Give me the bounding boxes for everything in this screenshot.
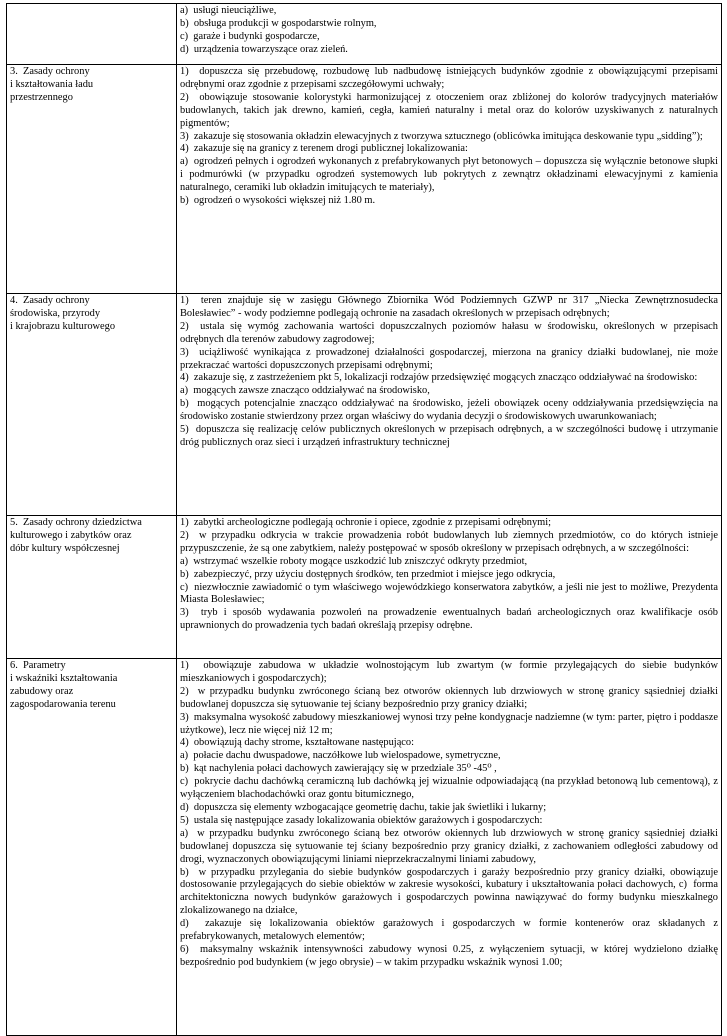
- list-item: a) wstrzymać wszelkie roboty mogące uszkodzić lub zniszczyć odkryty przedmiot,: [180, 555, 528, 567]
- regulation-table: [6, 3, 722, 1036]
- list-item: 3) uciążliwość wynikająca z prowadzonej działalności gospodarczej, mierzona na granicy działki budowlanej, nie może przekraczać wartości dopuszczonych przepisami odrębnymi;: [180, 346, 718, 371]
- list-item: 2) w przypadku budynku zwróconego ścianą bez otworów okiennych lub drzwiowych w stronę granicy sąsiedniej działki budowlanej dopuszcza się sytuowanie tej ściany bezpośrednio przy granicy działki;: [180, 685, 718, 710]
- list-item: 4) zakazuje się, z zastrzeżeniem pkt 5, lokalizacji rodzajów przedsięwzięć mogących znacząco oddziaływać na środowisko:: [180, 372, 698, 384]
- list-item: 1) teren znajduje się w zasięgu Głównego Zbiornika Wód Podziemnych GZWP nr 317 „Niecka Zewnętrznosudecka Bolesławiec” - wody podziemne podlegają ochronie na zasadach określonych w przepisach odrębnych;: [180, 295, 718, 319]
- list-item: b) obsługa produkcji w gospodarstwie rolnym,: [180, 17, 377, 29]
- list-item: b) ogrodzeń o wysokości większej niż 1.80 m.: [180, 195, 376, 207]
- row-label-cell: [7, 294, 177, 516]
- row-label-cell: [7, 65, 177, 294]
- list-item: 4) zakazuje się na granicy z terenem drogi publicznej lokalizowania:: [180, 143, 468, 155]
- row-content-cell: [177, 516, 722, 659]
- list-item: 4) obowiązują dachy strome, kształtowane następująco:: [180, 737, 414, 749]
- table-row: [7, 65, 722, 294]
- list-item: 2) w przypadku odkrycia w trakcie prowadzenia robót budowlanych lub ziemnych przedmiotów, co do których istnieje przypuszczenie, że są one zabytkiem, należy postępować w sposób określony w przepisach odrębnych, a w szczególności:: [180, 529, 718, 554]
- row-label: przestrzennego: [10, 91, 73, 103]
- list-item: b) mogących potencjalnie znacząco oddziaływać na środowisko, jeżeli obowiązek oceny oddziaływania przedsięwzięcia na środowisko zostanie stwierdzony przez organ właściwy do wydania decyzji o środowiskowych uwarunkowaniach;: [180, 398, 718, 423]
- list-item: 6) maksymalny wskaźnik intensywności zabudowy wynosi 0.25, z wyłączeniem sytuacji, w której wydzielono działkę bezpośrednio pod budynkiem (w jego obrysie) – w takim przypadku wskaźnik wynosi 1.00;: [180, 943, 718, 968]
- list-item: 5) ustala się następujące zasady lokalizowania obiektów garażowych i gospodarczych:: [180, 814, 543, 826]
- list-item: d) dopuszcza się elementy wzbogacające geometrię dachu, takie jak świetliki i lukarny;: [180, 801, 547, 813]
- list-item: d) zakazuje się lokalizowania obiektów garażowych i gospodarczych w formie kontenerów oraz składanych z prefabrykowanych, metalowych elementów;: [180, 918, 718, 943]
- row-label: i wskaźniki kształtowania: [10, 672, 118, 684]
- table-row: [7, 294, 722, 516]
- list-item: c) niezwłocznie zawiadomić o tym właściwego wojewódzkiego konserwatora zabytków, a jeśli nie jest to możliwe, Prezydenta Miasta Bolesławiec;: [180, 581, 718, 606]
- list-item: 3) tryb i sposób wydawania pozwoleń na prowadzenie ewentualnych badań archeologicznych oraz kwalifikacje osób uprawnionych do prowadzenia tych badań określają przepisy odrębne.: [180, 607, 718, 632]
- row-label: zabudowy oraz: [10, 685, 74, 697]
- row-label-cell: [7, 4, 177, 65]
- list-item: a) usługi nieuciążliwe,: [180, 5, 277, 16]
- row-label: 6. Parametry: [10, 660, 66, 671]
- list-item: 3) zakazuje się stosowania okładzin elewacyjnych z tworzywa sztucznego (oblicówka imitująca deskowanie typu „sidding”);: [180, 130, 703, 142]
- list-item: 1) zabytki archeologiczne podlegają ochronie i opiece, zgodnie z przepisami odrębnymi;: [180, 517, 552, 528]
- list-item: a) połacie dachu dwuspadowe, naczółkowe lub wielospadowe, symetryczne,: [180, 750, 501, 762]
- list-item: 1) dopuszcza się przebudowę, rozbudowę lub nadbudowę istniejących budynków zgodnie z obowiązującymi przepisami odrębnymi oraz zgodnie z przepisami szczegółowymi uchwały;: [180, 66, 718, 90]
- row-label: 5. Zasady ochrony dziedzictwa: [10, 517, 142, 528]
- row-label: i krajobrazu kulturowego: [10, 320, 116, 332]
- row-label: środowiska, przyrody: [10, 307, 101, 319]
- table-row: [7, 659, 722, 1036]
- list-item: a) mogących zawsze znacząco oddziaływać na środowisko,: [180, 385, 430, 397]
- row-label-cell: [7, 516, 177, 659]
- list-item: 3) maksymalna wysokość zabudowy mieszkaniowej wynosi trzy pełne kondygnacje nadziemne (w tym: parter, piętro i poddasze użytkowe), lecz nie więcej niż 12 m;: [180, 711, 718, 736]
- list-item: 2) obowiązuje stosowanie kolorystyki harmonizującej z otoczeniem oraz zbliżonej do kolorów tradycyjnych materiałów budowlanych, takich jak drewno, kamień, cegła, kamień naturalny i metal oraz do kolorów uzyskiwanych z naturalnych pigmentów;: [180, 91, 718, 129]
- list-item: 2) ustala się wymóg zachowania wartości dopuszczalnych poziomów hałasu w środowisku, określonych w przepisach odrębnych dla terenów zabudowy zagrodowej;: [180, 320, 718, 345]
- row-label: i kształtowania ładu: [10, 78, 94, 90]
- row-label: kulturowego i zabytków oraz: [10, 529, 132, 541]
- list-item: 5) dopuszcza się realizację celów publicznych określonych w przepisach odrębnych, a w szczególności budowę i utrzymanie dróg publicznych oraz sieci i urządzeń infrastruktury technicznej: [180, 424, 718, 448]
- list-item: 1) obowiązuje zabudowa w układzie wolnostojącym lub zwartym (w formie przylegających do siebie budynków mieszkaniowych i gospodarczych);: [180, 660, 718, 684]
- list-item: c) garaże i budynki gospodarcze,: [180, 30, 320, 42]
- row-content-cell: [177, 659, 722, 1036]
- row-label: dóbr kultury współczesnej: [10, 542, 120, 554]
- table-row: [7, 516, 722, 659]
- list-item: d) urządzenia towarzyszące oraz zieleń.: [180, 43, 348, 55]
- row-content-cell: [177, 65, 722, 294]
- list-item: b) w przypadku przylegania do siebie budynków gospodarczych i garaży bezpośrednio przy granicy działki, obowiązuje dostosowanie przylegających do siebie obiektów w zakresie wysokości, kubatury i ukształtowania połaci dachowych, c) forma architektoniczna nowych budynków garażowych i gospodarczych powinna nawiązywać do formy budynku mieszkalnego zlokalizowanego na działce,: [180, 866, 718, 917]
- row-label: 4. Zasady ochrony: [10, 295, 90, 306]
- row-label: 3. Zasady ochrony: [10, 66, 90, 77]
- row-label-cell: [7, 659, 177, 1036]
- list-item: b) zabezpieczyć, przy użyciu dostępnych środków, ten przedmiot i miejsce jego odkrycia,: [180, 568, 556, 580]
- row-content-cell: [177, 4, 722, 65]
- row-content-cell: [177, 294, 722, 516]
- list-item: a) ogrodzeń pełnych i ogrodzeń wykonanych z prefabrykowanych płyt betonowych – dopuszcza się wyłącznie betonowe słupki i podmurówki (w przypadku ogrodzeń systemowych lub pokrytych z zewnątrz okładzinami elewacyjnymi z kamienia naturalnego, ceramiki lub okładzin imitujących te materiały),: [180, 156, 718, 194]
- list-item: c) pokrycie dachu dachówką ceramiczną lub dachówką jej wizualnie odpowiadającą (na przykład betonową lub cementową), z wyłączeniem blachodachówki oraz gontu bitumicznego,: [180, 776, 718, 801]
- list-item: b) kąt nachylenia połaci dachowych zawierający się w przedziale 35⁰ -45⁰ ,: [180, 763, 497, 775]
- row-label: zagospodarowania terenu: [10, 698, 116, 710]
- table-row: [7, 4, 722, 65]
- list-item: a) w przypadku budynku zwróconego ścianą bez otworów okiennych lub drzwiowych w stronę granicy sąsiedniej działki budowlanej dopuszcza się sytuowanie tej ściany bezpośrednio przy granicy działki, z zachowaniem odległości zabudowy od drogi, wyznaczonych obowiązującymi liniami nieprzekraczalnymi liniami zabudowy,: [180, 827, 718, 865]
